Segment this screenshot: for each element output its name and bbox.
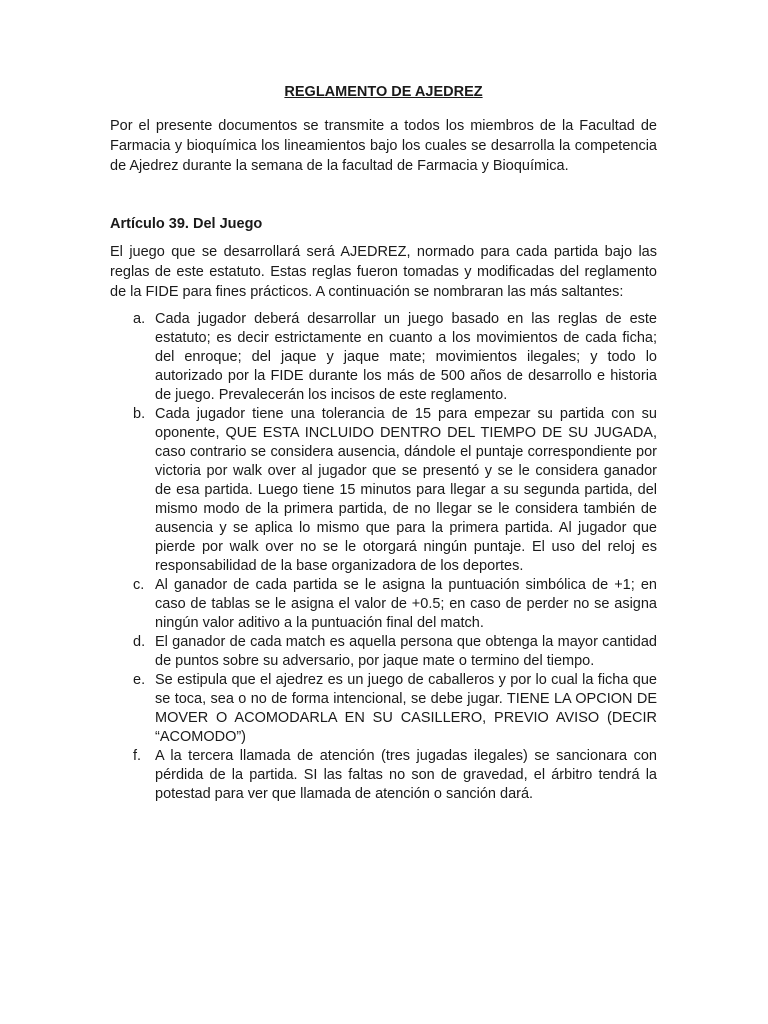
list-item xyxy=(110,747,657,804)
document-page xyxy=(110,82,657,804)
list-item-text: Al ganador de cada partida se le asigna la puntuación simbólica de +1; en caso de tablas se le asigna el valor de +0.5; en caso de perder no se asigna ningún valor aditivo a la puntuación final del match. xyxy=(155,577,657,631)
list-item-text: Cada jugador tiene una tolerancia de 15 para empezar su partida con su oponente, QUE ESTA INCLUIDO DENTRO DEL TIEMPO DE SU JUGADA, caso contrario se considera ausencia, dándole el puntaje correspondiente por victoria por walk over al jugador que se presentó y se le considera ganador de esa partida. Luego tiene 15 minutos para llegar a su segunda partida, del mismo modo de la primera partida, de no llegar se le considera también de ausencia y se aplica lo mismo que para la primera partida. Al jugador que pierde por walk over no se le otorgará ningún puntaje. El uso del reloj es responsabilidad de la base organizadora de los deportes. xyxy=(155,406,657,574)
list-item xyxy=(110,671,657,747)
intro-paragraph: Por el presente documentos se transmite a todos los miembros de la Facultad de Farmacia y bioquímica los lineamientos bajo los cuales se desarrolla la competencia de Ajedrez durante la semana de la facultad de Farmacia y Bioquímica. xyxy=(110,118,657,174)
list-item xyxy=(110,576,657,633)
rule-list xyxy=(110,310,657,804)
list-item xyxy=(110,405,657,576)
list-item xyxy=(110,310,657,405)
list-marker: d. xyxy=(133,634,146,650)
list-marker: b. xyxy=(133,406,146,422)
list-item-text: El ganador de cada match es aquella persona que obtenga la mayor cantidad de puntos sobre su adversario, por jaque mate o termino del tiempo. xyxy=(155,634,657,669)
list-marker: c. xyxy=(133,577,145,593)
article-intro-paragraph: El juego que se desarrollará será AJEDREZ, normado para cada partida bajo las reglas de este estatuto. Estas reglas fueron tomadas y modificadas del reglamento de la FIDE para fines prácticos. A continuación se nombraran las más saltantes: xyxy=(110,244,657,300)
list-marker: e. xyxy=(133,672,146,688)
list-marker: f. xyxy=(133,748,142,764)
document-title: REGLAMENTO DE AJEDREZ xyxy=(284,84,483,100)
list-marker: a. xyxy=(133,311,146,327)
list-item-text: Cada jugador deberá desarrollar un juego basado en las reglas de este estatuto; es decir estrictamente en cuanto a los movimientos de cada ficha; del enroque; del jaque y jaque mate; movimientos ilegales; y todo lo autorizado por la FIDE durante los más de 500 años de desarrollo e historia de juego. Prevalecerán los incisos de este reglamento. xyxy=(155,311,657,403)
list-item-text: Se estipula que el ajedrez es un juego de caballeros y por lo cual la ficha que se toca, sea o no de forma intencional, se debe jugar. TIENE LA OPCION DE MOVER O ACOMODARLA EN SU CASILLERO, PREVIO AVISO (DECIR “ACOMODO”) xyxy=(155,672,657,745)
list-item-text: A la tercera llamada de atención (tres jugadas ilegales) se sancionara con pérdida de la partida. SI las faltas no son de gravedad, el árbitro tendrá la potestad para ver que llamada de atención o sanción dará. xyxy=(155,748,657,802)
article-heading: Artículo 39. Del Juego xyxy=(110,216,263,232)
list-item xyxy=(110,633,657,671)
